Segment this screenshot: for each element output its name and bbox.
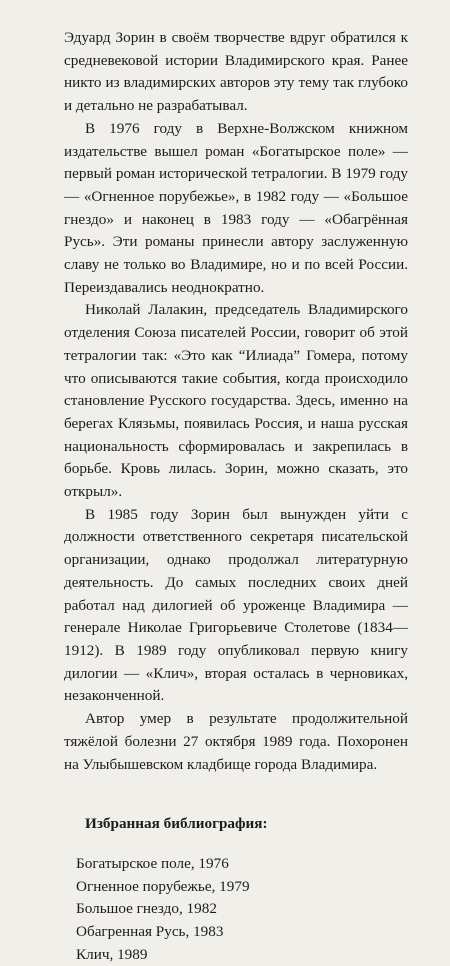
bibliography-item: Клич, 1989: [76, 945, 148, 963]
paragraph-death: Автор умер в результате продолжительной тяжёлой болезни 27 октября 1989 года. Похоронен на Улыбышевском кладбище города Владимира.: [64, 710, 408, 773]
bibliography-item: Огненное порубежье, 1979: [76, 877, 250, 895]
paragraph-tetralogy: В 1976 году в Верхне-Волжском книжном издательстве вышел роман «Богатырское поле» — первый роман исторической тетралогии. В 1979 году — «Огненное порубежье», в 1982 году — «Большое гнездо» и наконец в 1983 году — «Обагрённая Русь». Эти романы принесли автору заслуженную славу не только во Владимире, но и по всей России. Переиздавались неоднократно.: [64, 119, 408, 296]
paragraph-later-work: В 1985 году Зорин был вынужден уйти с должности ответственного секретаря писательской организации, однако продолжал литературную деятельность. До самых последних своих дней работал над дилогией об уроженце Владимира — генерале Николае Григорьевиче Столетове (1834—1912). В 1989 году опубликовал первую книгу дилогии — «Клич», вторая осталась в черновиках, незаконченной.: [64, 505, 408, 705]
bibliography-item: Большое гнездо, 1982: [76, 900, 217, 918]
paragraph-lalakin-quote: Николай Лалакин, председатель Владимирского отделения Союза писателей России, говорит об этой тетралогии так: «Это как “Илиада” Гомера, потому что описываются такие события, когда происходило становление Русского государства. Здесь, именно на берегах Клязьмы, появилась Россия, и наша русская национальность сформировалась и закрепилась в борьбе. Кровь лилась. Зорин, можно сказать, это открыл».: [64, 301, 408, 501]
paragraph-intro: Эдуард Зорин в своём творчестве вдруг обратился к средневековой истории Владимирского края. Ранее никто из владимирских авторов эту тему так глубоко и детально не разрабатывал.: [64, 29, 408, 115]
bibliography-item: Обагренная Русь, 1983: [76, 922, 224, 940]
bibliography-list: [64, 853, 408, 966]
bibliography-item: Богатырское поле, 1976: [76, 855, 229, 873]
bibliography-heading: Избранная библиография:: [85, 815, 268, 833]
